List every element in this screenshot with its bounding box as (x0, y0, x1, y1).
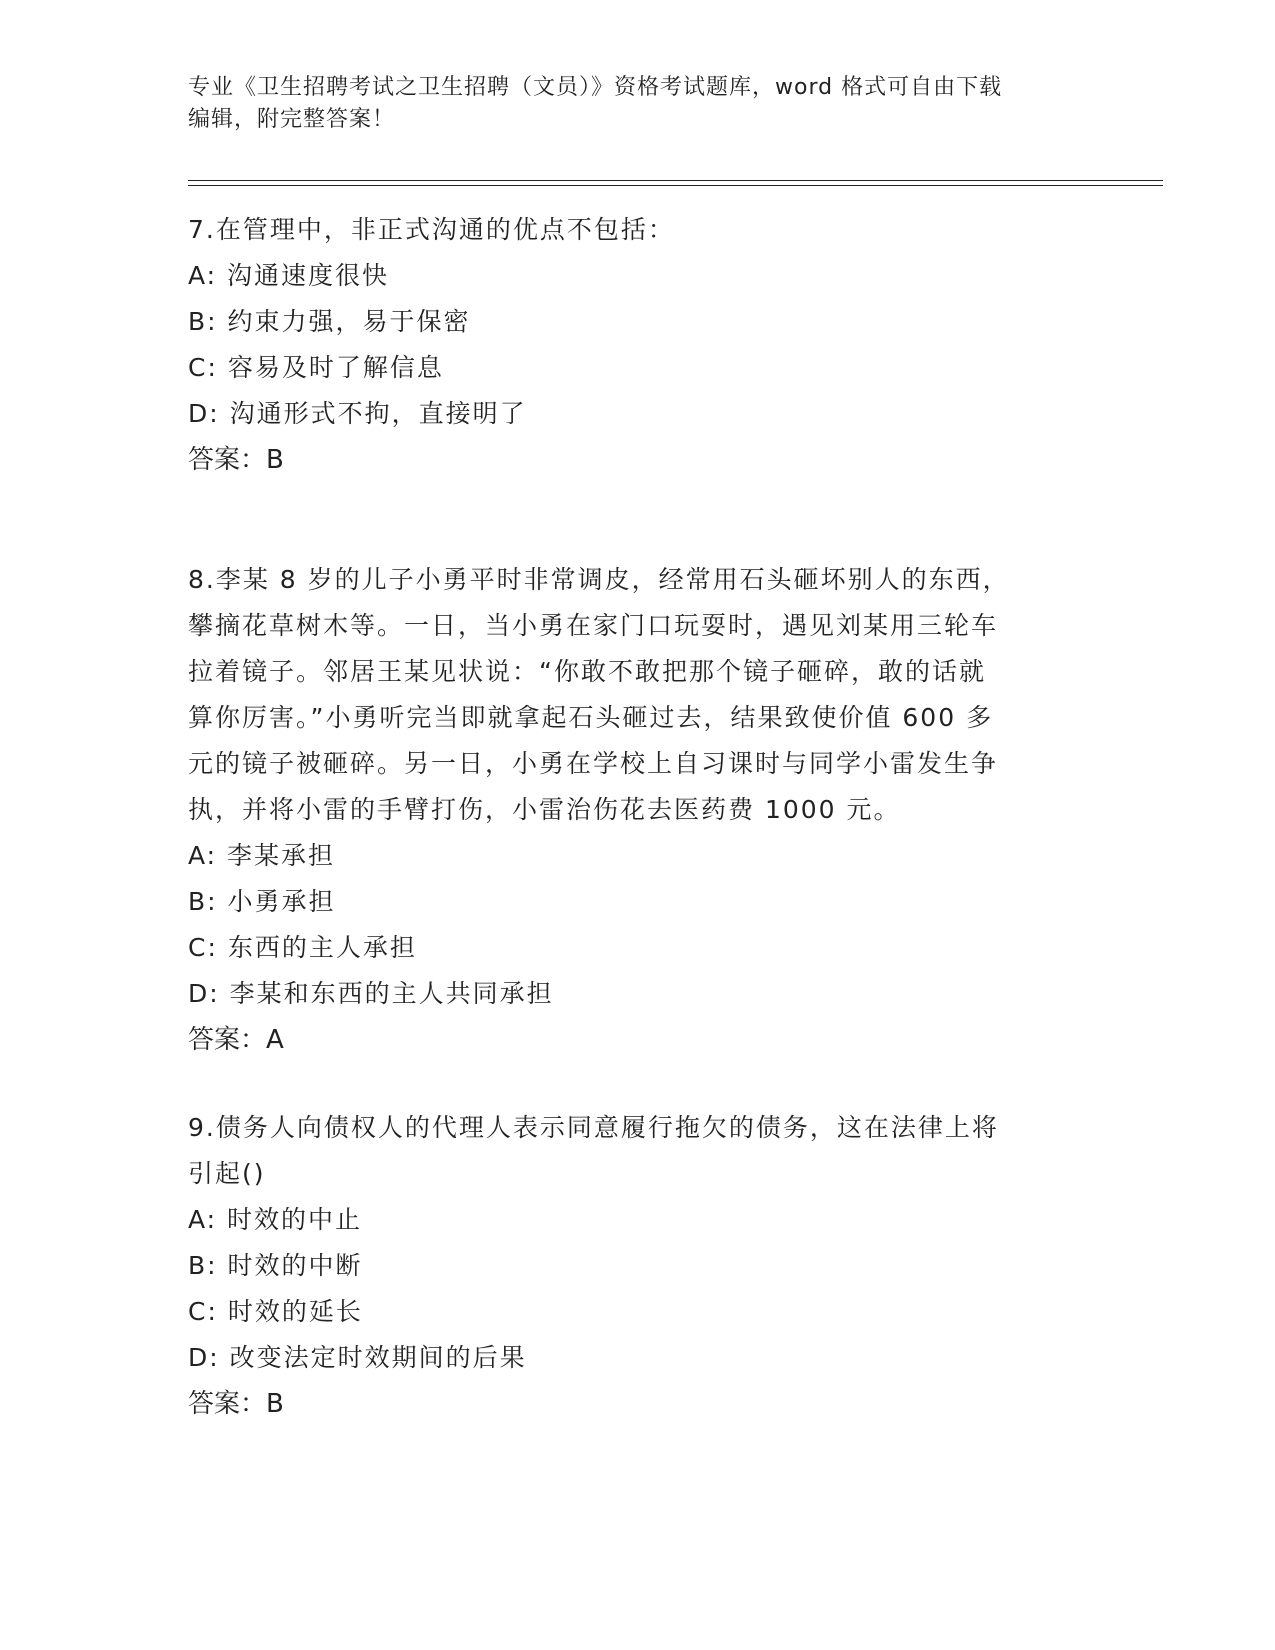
question-8 (188, 557, 1078, 1063)
header-divider (188, 185, 1163, 186)
question-stem-line: 元的镜子被砸碎。另一日，小勇在学校上自习课时与同学小雷发生争 (188, 749, 999, 778)
option-a: A: 时效的中止 (188, 1205, 363, 1234)
option-d: D: 改变法定时效期间的后果 (188, 1343, 527, 1372)
option-b: B: 约束力强，易于保密 (188, 307, 471, 336)
question-stem-line: 执，并将小雷的手臂打伤，小雷治伤花去医药费 1000 元。 (188, 795, 901, 824)
question-stem-line: 拉着镜子。邻居王某见状说：“你敢不敢把那个镜子砸碎，敢的话就 (188, 657, 986, 686)
document-header (188, 72, 1078, 136)
option-d: D: 沟通形式不拘，直接明了 (188, 399, 527, 428)
option-a: A: 李某承担 (188, 841, 336, 870)
question-stem-line: 算你厉害。”小勇听完当即就拿起石头砸过去，结果致使价值 600 多 (188, 703, 994, 732)
option-a: A: 沟通速度很快 (188, 261, 390, 290)
answer: 答案：A (188, 1025, 284, 1055)
option-c: C: 东西的主人承担 (188, 933, 417, 962)
question-stem-line: 9.债务人向债权人的代理人表示同意履行拖欠的债务，这在法律上将 (188, 1113, 999, 1142)
option-d: D: 李某和东西的主人共同承担 (188, 979, 554, 1008)
header-divider (188, 180, 1163, 181)
question-9 (188, 1105, 1078, 1427)
answer: 答案：B (188, 445, 284, 475)
question-stem: 7.在管理中，非正式沟通的优点不包括： (188, 215, 675, 244)
option-c: C: 时效的延长 (188, 1297, 363, 1326)
question-stem-line: 8.李某 8 岁的儿子小勇平时非常调皮，经常用石头砸坏别人的东西， (188, 565, 1010, 594)
header-line: 编辑，附完整答案！ (188, 107, 396, 132)
option-b: B: 小勇承担 (188, 887, 336, 916)
answer: 答案：B (188, 1389, 284, 1419)
header-line: 专业《卫生招聘考试之卫生招聘（文员）》资格考试题库，word 格式可自由下载 (188, 75, 1003, 100)
question-stem-line: 攀摘花草树木等。一日，当小勇在家门口玩耍时，遇见刘某用三轮车 (188, 611, 999, 640)
question-7 (188, 207, 1078, 483)
option-b: B: 时效的中断 (188, 1251, 363, 1280)
question-stem-line: 引起() (188, 1159, 266, 1188)
option-c: C: 容易及时了解信息 (188, 353, 444, 382)
